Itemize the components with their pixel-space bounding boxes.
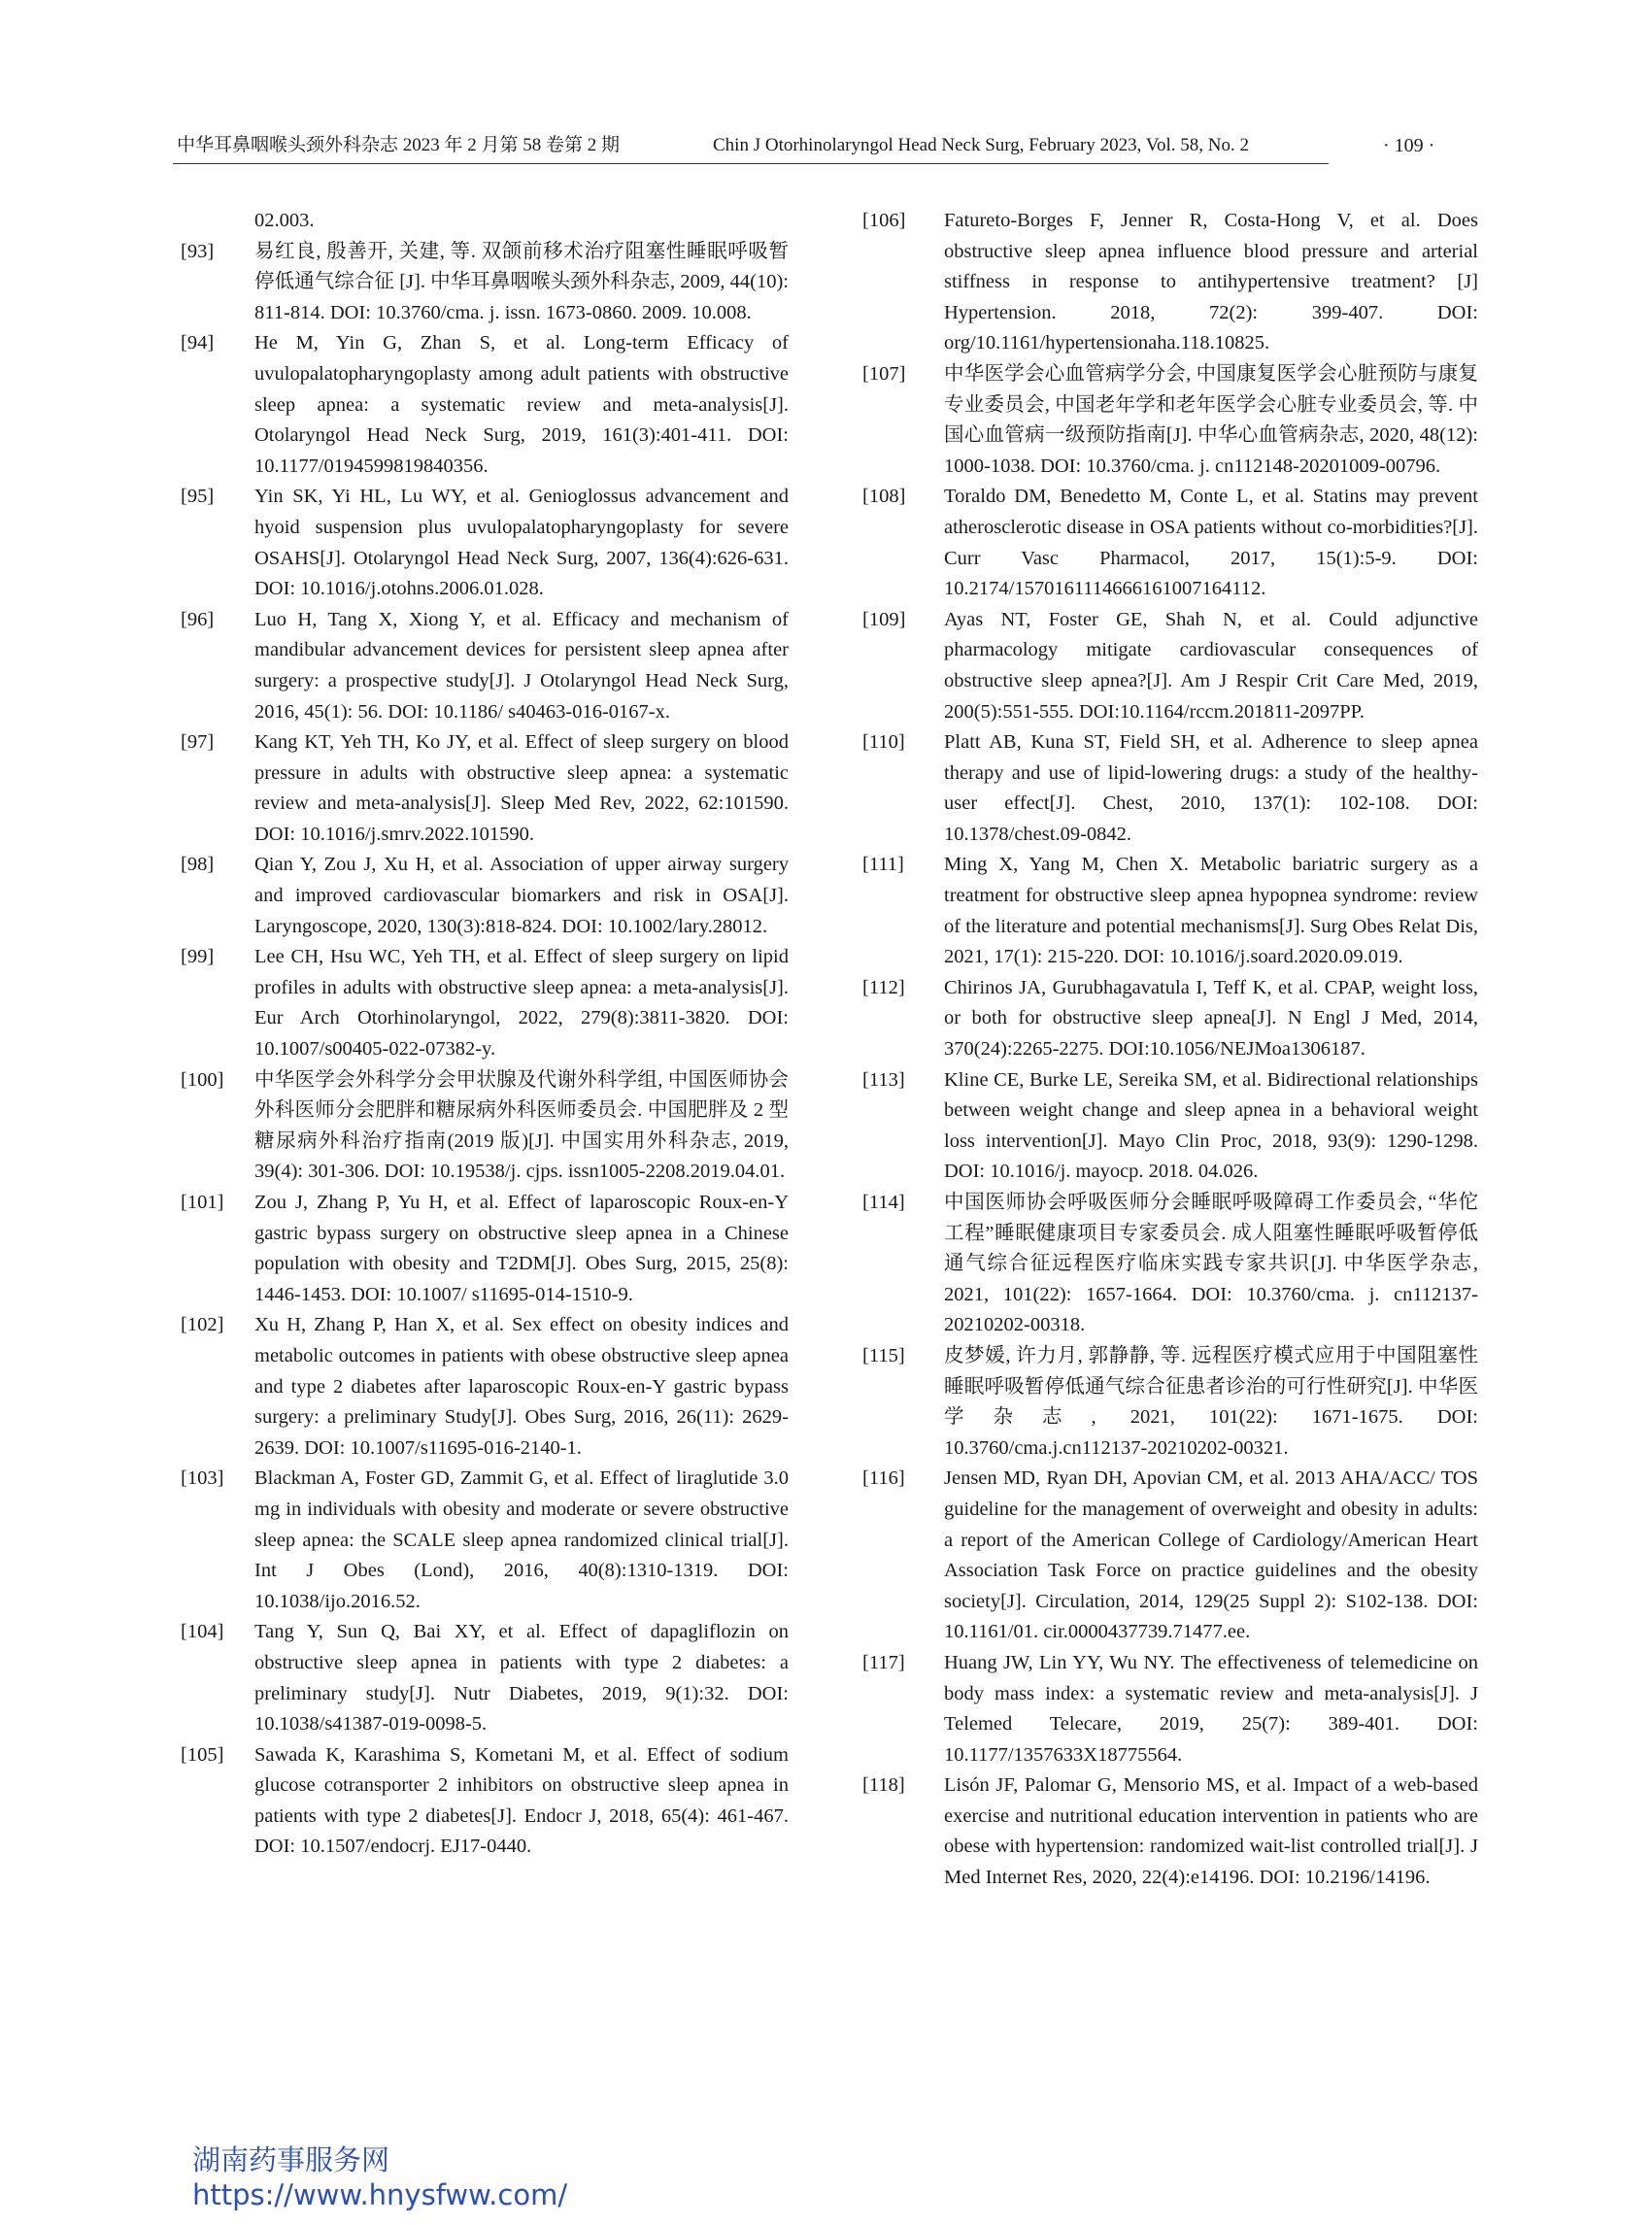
reference-text: Xu H, Zhang P, Han X, et al. Sex effect on obesity indices and metabolic outcomes in patients with obese obstructive sleep apnea and type 2 diabetes after laparoscopic Roux-en-Y gastric bypass surgery: a preliminary Study[J]. Obes Surg, 2016, 26(11): 2629-2639. DOI: 10.1007/s11695-016-2140-1. <box>254 1314 789 1459</box>
running-header <box>173 132 1329 164</box>
reference-entry <box>862 1464 1478 1648</box>
journal-title-cn: 中华耳鼻咽喉头颈外科杂志 2023 年 2 月第 58 卷第 2 期 <box>177 135 621 155</box>
reference-text: Luo H, Tang X, Xiong Y, et al. Efficacy and mechanism of mandibular advancement devices for persistent sleep apnea after surgery: a prospective study[J]. J Otolaryngol Head Neck Surg, 2016, 45(1): 56. DOI: 10.1186/ s40463-016-0167-x. <box>254 608 789 723</box>
reference-entry <box>173 328 789 482</box>
reference-number: [102] <box>181 1314 224 1336</box>
reference-list-right <box>862 206 1478 1894</box>
reference-text: Lee CH, Hsu WC, Yeh TH, et al. Effect of sleep surgery on lipid profiles in adults with obstructive sleep apnea: a meta-analysis[J]. Eur Arch Otorhinolaryngol, 2022, 279(8):3811-3820. DOI: 10.1007/s00405-022-07382-y. <box>254 946 789 1061</box>
reference-text: Fatureto-Borges F, Jenner R, Costa-Hong V, et al. Does obstructive sleep apnea influence blood pressure and arterial stiffness in response to antihypertensive treatment? [J] Hypertension. 2018, 72(2): 399-407. DOI: org/10.1161/hypertensionaha.118.10825. <box>944 210 1478 354</box>
reference-text: Huang JW, Lin YY, Wu NY. The effectiveness of telemedicine on body mass index: a systematic review and meta-analysis[J]. J Telemed Telecare, 2019, 25(7): 389-401. DOI: 10.1177/1357633X18775564. <box>944 1651 1478 1766</box>
reference-number: [94] <box>181 332 215 354</box>
reference-number: [118] <box>862 1774 905 1797</box>
reference-entry <box>862 1341 1478 1464</box>
reference-entry <box>173 482 789 604</box>
reference-entry <box>862 727 1478 850</box>
reference-entry <box>173 605 789 727</box>
reference-text: Yin SK, Yi HL, Lu WY, et al. Genioglossus advancement and hyoid suspension plus uvulopalatopharyngoplasty for severe OSAHS[J]. Otolaryngol Head Neck Surg, 2007, 136(4):626-631. DOI: 10.1016/j.otohns.2006.01.028. <box>254 486 789 600</box>
journal-title-en: Chin J Otorhinolaryngol Head Neck Surg, February 2023, Vol. 58, No. 2 <box>713 135 1250 155</box>
reference-number: [110] <box>862 731 905 754</box>
reference-text: Jensen MD, Ryan DH, Apovian CM, et al. 2013 AHA/ACC/ TOS guideline for the management of overweight and obesity in adults: a report of the American College of Cardiology/American Heart Association Task Force on practice guidelines and the obesity society[J]. Circulation, 2014, 129(25 Suppl 2): S102-138. DOI: 10.1161/01. cir.0000437739.71477.ee. <box>944 1467 1478 1643</box>
reference-text: Zou J, Zhang P, Yu H, et al. Effect of laparoscopic Roux-en-Y gastric bypass surgery on obstructive sleep apnea in a Chinese population with obesity and T2DM[J]. Obes Surg, 2015, 25(8): 1446-1453. DOI: 10.1007/ s11695-014-1510-9. <box>254 1192 789 1305</box>
reference-entry <box>862 850 1478 972</box>
reference-entry <box>173 942 789 1064</box>
reference-text: Kang KT, Yeh TH, Ko JY, et al. Effect of sleep surgery on blood pressure in adults with obstructive sleep apnea: a systematic review and meta-analysis[J]. Sleep Med Rev, 2022, 62:101590. DOI: 10.1016/j.smrv.2022.101590. <box>254 731 789 845</box>
reference-text: 皮梦媛, 许力月, 郭静静, 等. 远程医疗模式应用于中国阻塞性睡眠呼吸暂停低通气综合征患者诊治的可行性研究[J]. 中华医学杂志, 2021, 101(22): 1671-1675. DOI: 10.3760/cma.j.cn112137-20210202-00321. <box>944 1344 1478 1459</box>
reference-number: [109] <box>862 608 906 630</box>
reference-text: Sawada K, Karashima S, Kometani M, et al. Effect of sodium glucose cotransporter 2 inhibitors on obstructive sleep apnea in patients with type 2 diabetes[J]. Endocr J, 2018, 65(4): 461-467. DOI: 10.1507/endocrj. EJ17-0440. <box>254 1743 789 1858</box>
reference-number: [111] <box>862 854 904 876</box>
reference-entry <box>173 1310 789 1464</box>
reference-continuation: 02.003. <box>254 210 315 231</box>
reference-text: 中国医师协会呼吸医师分会睡眠呼吸障碍工作委员会, “华佗工程”睡眠健康项目专家委员会. 成人阻塞性睡眠呼吸暂停低通气综合征远程医疗临床实践专家共识[J]. 中华医学杂志, 2021, 101(22): 1657-1664. DOI: 10.3760/cma. j. cn112137-20210202-00318. <box>944 1192 1478 1336</box>
watermark-url[interactable]: https://www.hnysfww.com/ <box>192 2178 568 2211</box>
reference-number: [103] <box>181 1467 224 1490</box>
reference-number: [98] <box>181 854 215 876</box>
reference-number: [97] <box>181 731 215 754</box>
watermark <box>192 2142 567 2212</box>
reference-number: [116] <box>862 1467 905 1490</box>
reference-text: Ming X, Yang M, Chen X. Metabolic bariatric surgery as a treatment for obstructive sleep apnea hypopnea syndrome: review of the literature and potential mechanisms[J]. Surg Obes Relat Dis, 2021, 17(1): 215-220. DOI: 10.1016/j.soard.2020.09.019. <box>944 854 1478 968</box>
reference-text: Lisón JF, Palomar G, Mensorio MS, et al. Impact of a web-based exercise and nutritional education intervention in patients who are obese with hypertension: randomized wait-list controlled trial[J]. J Med Internet Res, 2020, 22(4):e14196. DOI: 10.2196/14196. <box>944 1774 1478 1889</box>
reference-text: 中华医学会外科学分会甲状腺及代谢外科学组, 中国医师协会外科医师分会肥胖和糖尿病外科医师委员会. 中国肥胖及 2 型糖尿病外科治疗指南(2019 版)[J]. 中国实用外科杂志, 2019, 39(4): 301-306. DOI: 10.19538/j. cjps. issn1005-2208.2019.04.01. <box>254 1068 789 1183</box>
reference-entry <box>173 727 789 850</box>
reference-text: Kline CE, Burke LE, Sereika SM, et al. Bidirectional relationships between weight change and sleep apnea in a behavioral weight loss intervention[J]. Mayo Clin Proc, 2018, 93(9): 1290-1298. DOI: 10.1016/j. mayocp. 2018. 04.026. <box>944 1068 1478 1183</box>
reference-number: [105] <box>181 1743 224 1766</box>
reference-number: [100] <box>181 1068 224 1091</box>
reference-entry <box>862 1770 1478 1893</box>
reference-text: Tang Y, Sun Q, Bai XY, et al. Effect of dapagliflozin on obstructive sleep apnea in patients with type 2 diabetes: a preliminary study[J]. Nutr Diabetes, 2019, 9(1):32. DOI: 10.1038/s41387-019-0098-5. <box>254 1621 789 1736</box>
reference-number: [99] <box>181 946 215 968</box>
reference-text: Qian Y, Zou J, Xu H, et al. Association of upper airway surgery and improved cardiovascular biomarkers and risk in OSA[J]. Laryngoscope, 2020, 130(3):818-824. DOI: 10.1002/lary.28012. <box>254 854 789 937</box>
reference-text: Ayas NT, Foster GE, Shah N, et al. Could adjunctive pharmacology mitigate cardiovascular consequences of obstructive sleep apnea?[J]. Am J Respir Crit Care Med, 2019, 200(5):551-555. DOI:10.1164/rccm.201811-2097PP. <box>944 608 1478 723</box>
reference-entry <box>862 482 1478 604</box>
reference-number: [101] <box>181 1192 224 1213</box>
reference-entry <box>862 1188 1478 1341</box>
reference-text: Toraldo DM, Benedetto M, Conte L, et al. Statins may prevent atherosclerotic disease in OSA patients without co-morbidities?[J]. Curr Vasc Pharmacol, 2017, 15(1):5-9. DOI: 10.2174/1570161114666161007164112. <box>944 486 1478 600</box>
reference-entry <box>862 973 1478 1065</box>
reference-entry <box>173 1617 789 1739</box>
reference-entry <box>173 1740 789 1863</box>
reference-entry <box>862 1648 1478 1770</box>
reference-entry <box>862 1065 1478 1188</box>
reference-entry <box>862 605 1478 727</box>
page-number: · 109 · <box>1383 135 1435 156</box>
reference-text: Platt AB, Kuna ST, Field SH, et al. Adherence to sleep apnea therapy and use of lipid-lowering drugs: a study of the healthy-user effect[J]. Chest, 2010, 137(1): 102-108. DOI: 10.1378/chest.09-0842. <box>944 731 1478 845</box>
reference-entry <box>862 359 1478 482</box>
reference-number: [107] <box>862 362 906 385</box>
reference-number: [104] <box>181 1621 224 1643</box>
reference-number: [115] <box>862 1344 905 1366</box>
reference-column-right <box>862 206 1478 1894</box>
reference-entry <box>173 850 789 942</box>
reference-column-left <box>173 206 789 1863</box>
reference-number: [108] <box>862 486 906 508</box>
reference-entry <box>173 1065 789 1188</box>
reference-entry <box>173 1188 789 1310</box>
reference-text: Blackman A, Foster GD, Zammit G, et al. Effect of liraglutide 3.0 mg in individuals with obesity and moderate or severe obstructive sleep apnea: the SCALE sleep apnea randomized clinical trial[J]. Int J Obes (Lond), 2016, 40(8):1310-1319. DOI: 10.1038/ijo.2016.52. <box>254 1467 789 1612</box>
reference-entry <box>173 237 789 329</box>
reference-text: He M, Yin G, Zhan S, et al. Long-term Efficacy of uvulopalatopharyngoplasty among adult patients with obstructive sleep apnea: a systematic review and meta-analysis[J]. Otolaryngol Head Neck Surg, 2019, 161(3):401-411. DOI: 10.1177/0194599819840356. <box>254 332 789 477</box>
reference-list-left <box>173 237 789 1863</box>
reference-text: 易红良, 殷善开, 关建, 等. 双颌前移术治疗阻塞性睡眠呼吸暂停低通气综合征 [J]. 中华耳鼻咽喉头颈外科杂志, 2009, 44(10): 811-814. DOI: 10.3760/cma. j. issn. 1673-0860. 2009. 10.008. <box>254 240 789 323</box>
reference-entry <box>862 206 1478 359</box>
reference-number: [112] <box>862 976 905 998</box>
reference-number: [117] <box>862 1651 905 1673</box>
reference-text: 中华医学会心血管病学分会, 中国康复医学会心脏预防与康复专业委员会, 中国老年学和老年医学会心脏专业委员会, 等. 中国心血管病一级预防指南[J]. 中华心血管病杂志, 2020, 48(12): 1000-1038. DOI: 10.3760/cma. j. cn112148-20201009-00796. <box>944 362 1478 477</box>
reference-text: Chirinos JA, Gurubhagavatula I, Teff K, et al. CPAP, weight loss, or both for obstructive sleep apnea[J]. N Engl J Med, 2014, 370(24):2265-2275. DOI:10.1056/NEJMoa1306187. <box>944 976 1478 1061</box>
reference-number: [95] <box>181 486 215 508</box>
reference-number: [96] <box>181 608 215 630</box>
reference-number: [106] <box>862 210 906 231</box>
reference-number: [113] <box>862 1068 905 1091</box>
reference-number: [93] <box>181 240 215 262</box>
reference-number: [114] <box>862 1192 905 1213</box>
reference-entry <box>173 1464 789 1617</box>
watermark-site-name: 湖南药事服务网 <box>192 2143 390 2176</box>
